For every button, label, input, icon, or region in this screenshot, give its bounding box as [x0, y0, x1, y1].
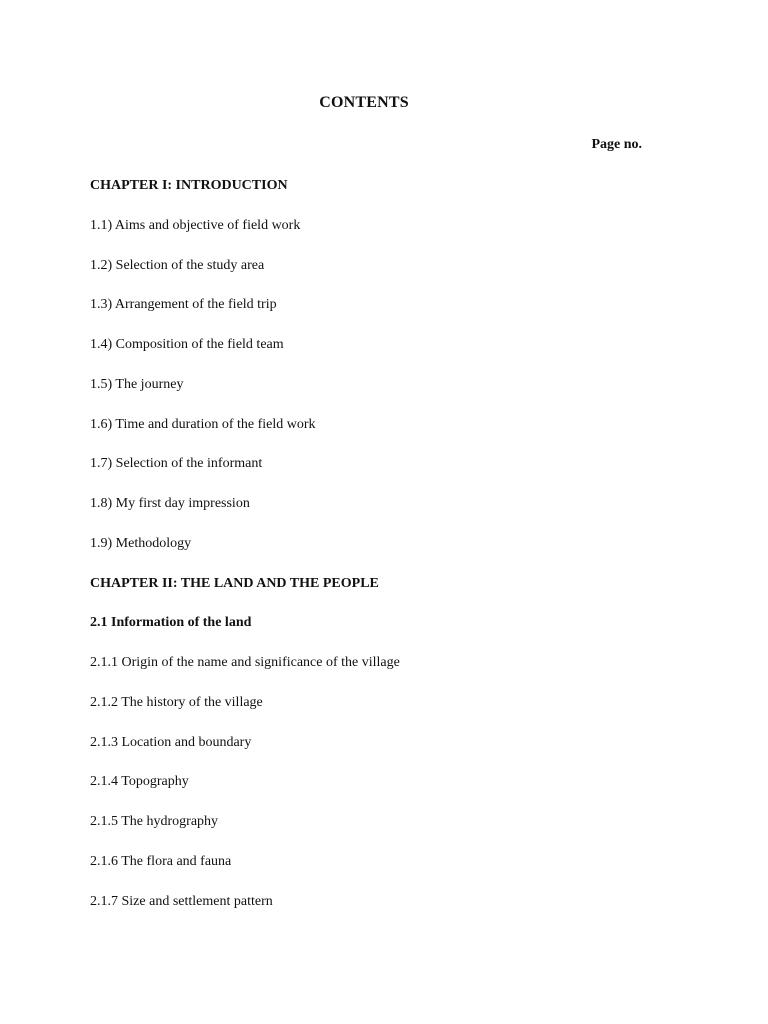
toc-entry: 1.1) Aims and objective of field work	[90, 217, 301, 233]
table-of-contents	[90, 176, 690, 931]
page-title: CONTENTS	[319, 94, 409, 111]
toc-chapter-heading: CHAPTER II: THE LAND AND THE PEOPLE	[90, 575, 379, 591]
toc-entry: 1.9) Methodology	[90, 535, 192, 551]
toc-section-heading: 2.1 Information of the land	[90, 615, 252, 631]
toc-chapter-heading: CHAPTER I: INTRODUCTION	[90, 178, 288, 193]
toc-entry: 2.1.3 Location and boundary	[90, 734, 252, 750]
toc-entry: 2.1.4 Topography	[90, 774, 189, 790]
toc-entry: 1.7) Selection of the informant	[90, 456, 263, 472]
toc-entry: 1.5) The journey	[90, 376, 184, 392]
toc-entry: 2.1.1 Origin of the name and significance of the village	[90, 655, 400, 670]
toc-entry: 1.3) Arrangement of the field trip	[90, 297, 277, 313]
page-number-header: Page no.	[591, 137, 642, 152]
toc-entry: 2.1.7 Size and settlement pattern	[90, 893, 273, 909]
toc-entry: 2.1.2 The history of the village	[90, 694, 263, 710]
toc-entry: 2.1.6 The flora and fauna	[90, 853, 232, 869]
toc-entry: 1.6) Time and duration of the field work	[90, 416, 316, 432]
toc-entry: 2.1.5 The hydrography	[90, 814, 219, 829]
toc-entry: 1.8) My first day impression	[90, 496, 250, 511]
toc-entry: 1.4) Composition of the field team	[90, 337, 284, 352]
toc-entry: 1.2) Selection of the study area	[90, 257, 265, 273]
